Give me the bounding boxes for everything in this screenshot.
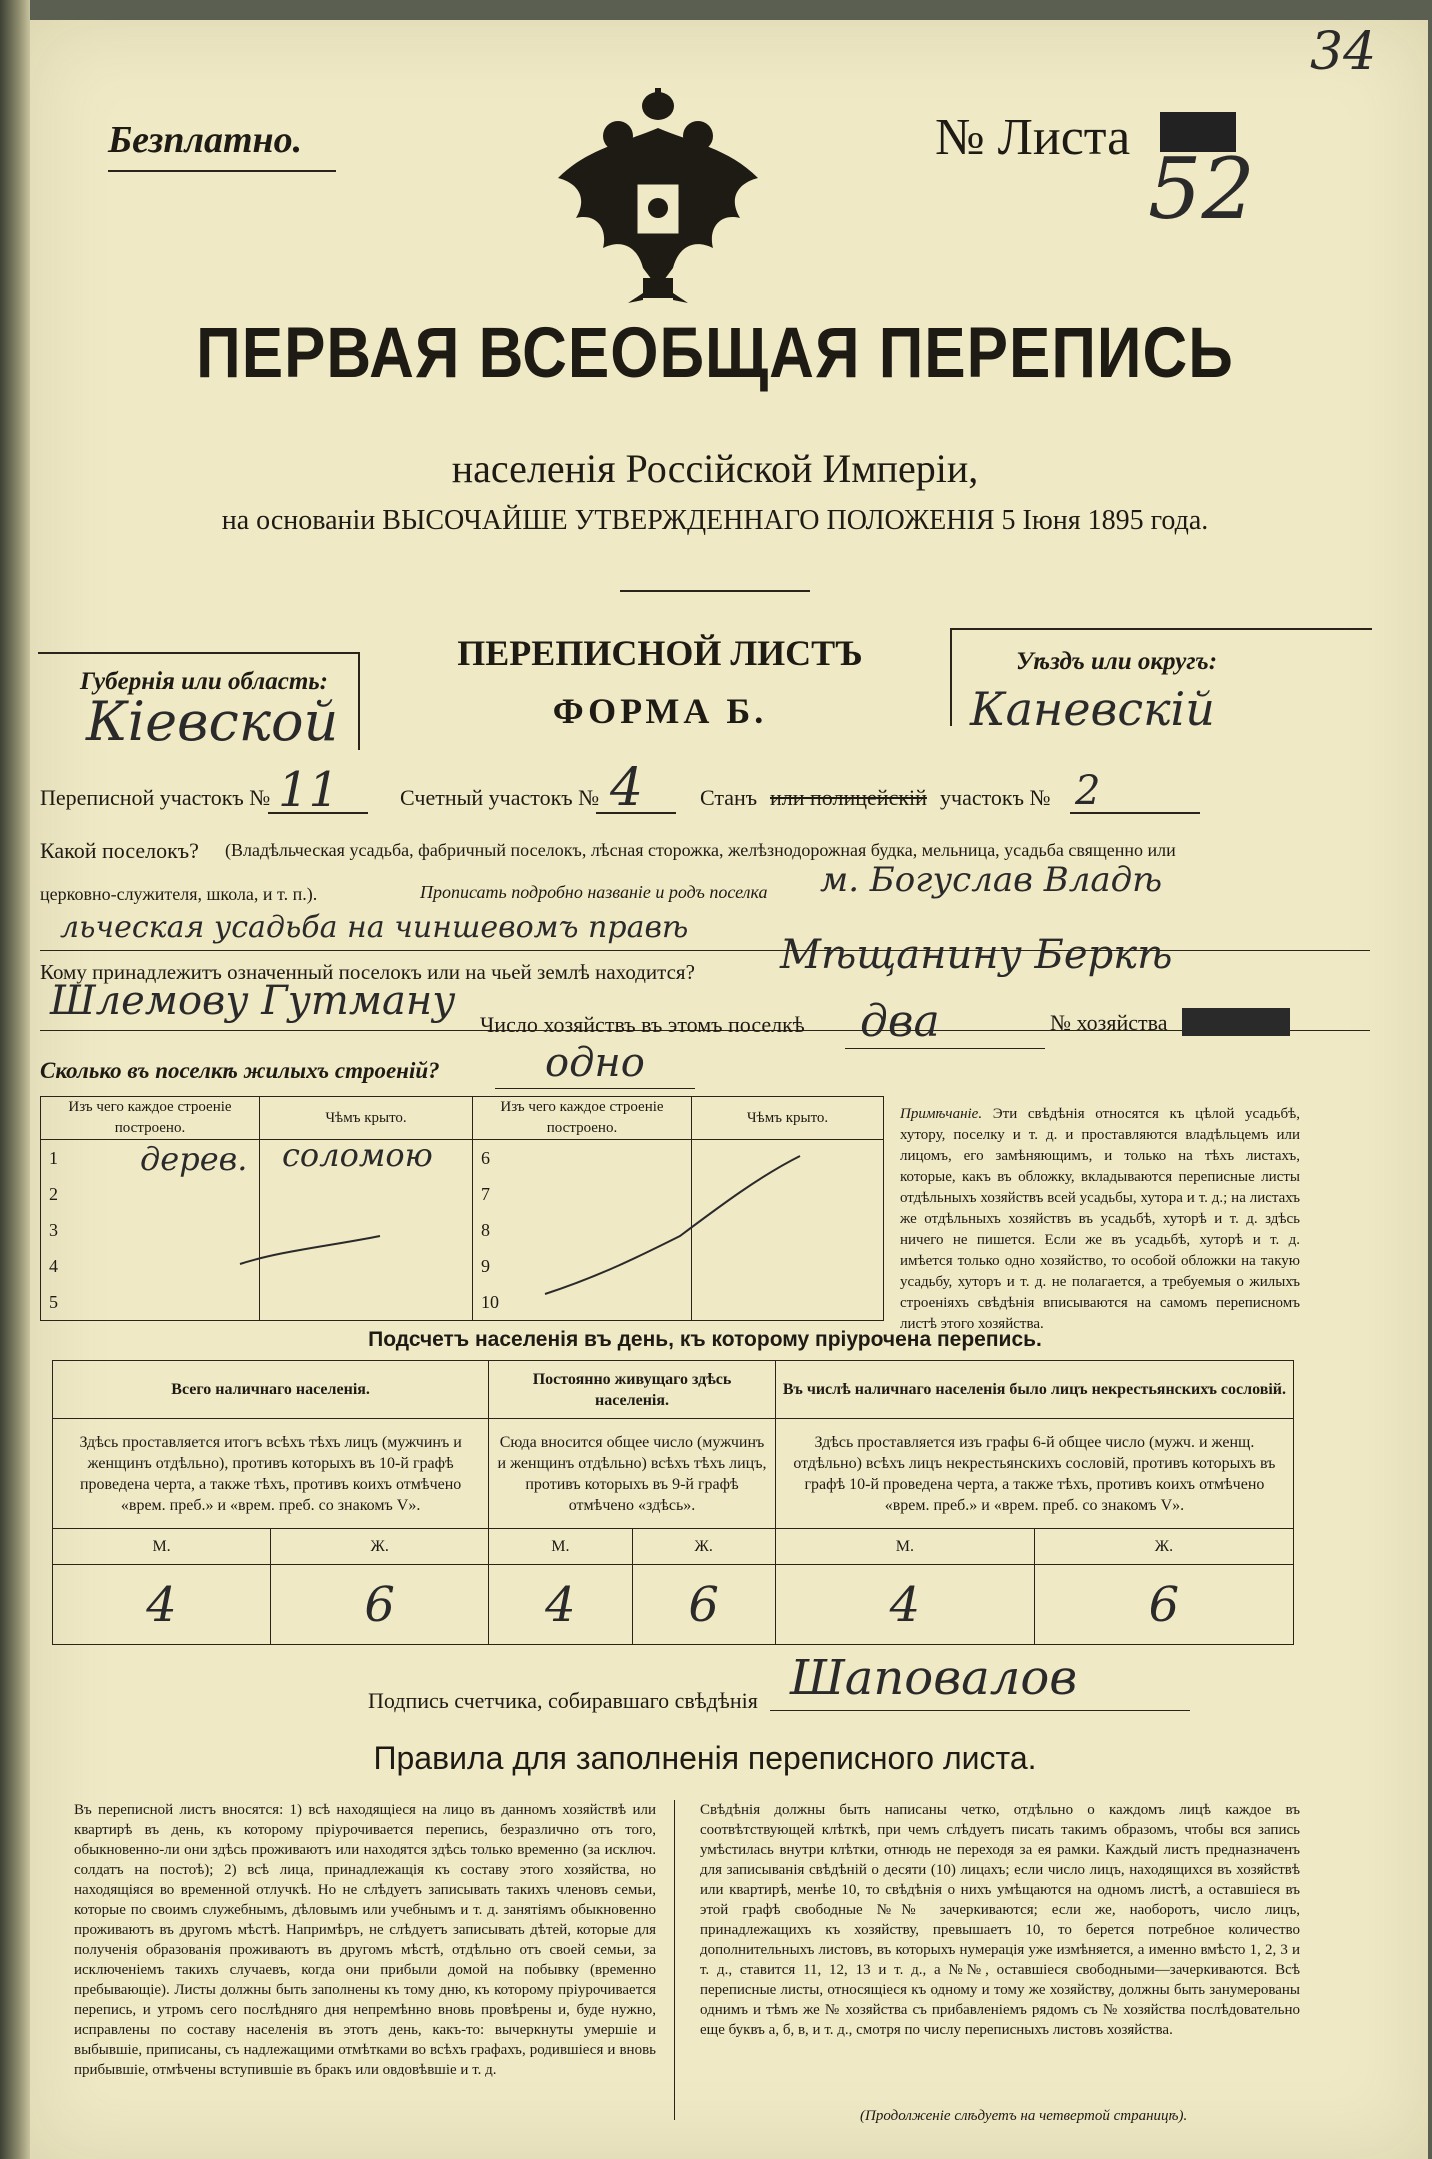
decree-line: на основаніи ВЫСОЧАЙШЕ УТВЕРЖДЕННАГО ПОЛОЖЕНІЯ 5 Іюня 1895 года.	[221, 505, 1209, 536]
binding-edge	[0, 0, 30, 2159]
census-district-label: Переписной участокъ №	[40, 785, 271, 810]
building-1-roof: соломою	[282, 1136, 433, 1174]
building-row-num: 1	[49, 1148, 58, 1168]
settlement-answer-2: льческая усадьба на чиншевомъ правѣ	[60, 910, 689, 945]
buildings-header-roof-2: Чѣмъ крыто.	[692, 1097, 884, 1140]
population-col3-text: Здѣсь проставляется изъ графы 6-й общее число (мужч. и женщ. отдѣльно) всѣхъ лицъ некрестьянскихъ сословій, противъ которыхъ въ графѣ 10-й проведена черта, а также тѣхъ, противъ коихъ отмѣчено «врем. преб.» и «врем. преб. со знакомъ V».	[775, 1419, 1293, 1529]
female-label: Ж.	[632, 1529, 775, 1565]
settlement-answer-1: м. Богуслав Владѣ	[820, 860, 1163, 900]
buildings-header-material: Изъ чего каждое строеніе построено.	[41, 1097, 260, 1140]
household-number-label: № хозяйства	[1050, 1010, 1168, 1035]
building-row-num: 2	[49, 1184, 58, 1204]
present-female-value: 6	[271, 1565, 489, 1645]
note-label: Примѣчаніе.	[900, 1106, 983, 1122]
count-district-label: Счетный участокъ №	[400, 785, 600, 810]
page-number: 34	[1310, 22, 1377, 82]
male-label: М.	[775, 1529, 1034, 1565]
stan-district-label: участокъ №	[940, 785, 1051, 810]
nonpeasant-male-value: 4	[775, 1565, 1034, 1645]
rules-right: Свѣдѣнія должны быть написаны четко, отдѣльно о каждомъ лицѣ каждое въ соотвѣтствующей клѣткѣ, при чемъ слѣдуетъ писать такимъ образомъ, чтобы вся запись умѣстилась внутри клѣтки, отнюдь не переходя за ея рамки. Каждый листъ предназначенъ для записыванія свѣдѣній о десяти (10) лицахъ; если число лицъ, находящихся въ хозяйствѣ или квартирѣ, менѣе 10, то свѣдѣнія о нихъ умѣщаются на одномъ листѣ, а оставшіеся въ этой графѣ свободные №№ зачеркиваются; если же, наоборотъ, число лицъ, принадлежащихъ къ хозяйству, превышаетъ 10, то берется потребное количество дополнительныхъ листовъ, въ которыхъ нумерація уже измѣняется, а именно вмѣсто 1, 2, 3 и т. д., ставится 11, 12, 13 и т. д., а №№, оставшіеся свободными—зачеркиваются. Всѣ переписные листы, относящіеся къ одному и тому же хозяйству, должны быть занумерованы однимъ и тѣмъ же № хозяйства съ прибавленіемъ рядомъ съ № хозяйства послѣдовательно еще буквъ а, б, в, и т. д., смотря по числу переписныхъ листовъ хозяйства.	[700, 1802, 1300, 2038]
population-heading: Подсчетъ населенія въ день, къ которому пріурочена перепись.	[368, 1328, 1042, 1351]
redacted-household-number	[1182, 1008, 1290, 1036]
households-line	[845, 1048, 1045, 1049]
signature-value: Шаповалов	[790, 1650, 1078, 1706]
rules-heading: Правила для заполненія переписного листа.	[373, 1740, 1037, 1776]
population-table	[52, 1360, 1294, 1645]
population-col2-title: Постоянно живущаго здѣсь населенія.	[489, 1361, 776, 1419]
signature-label: Подпись счетчика, собиравшаго свѣдѣнія	[368, 1688, 758, 1713]
district-label: Уѣздъ или округъ:	[1016, 648, 1218, 675]
settlement-question: Какой поселокъ?	[40, 838, 199, 863]
sheet-number-label: № Листа	[935, 109, 1131, 166]
stan-district-value: 2	[1075, 768, 1101, 814]
population-col1-text: Здѣсь проставляется итогъ всѣхъ тѣхъ лицъ (мужчинъ и женщинъ отдѣльно), противъ которыхъ въ 10-й графѣ проведена черта, а также тѣхъ, противъ коихъ отмѣчено «врем. преб.» и «врем. преб. со знакомъ V».	[53, 1419, 489, 1529]
note	[900, 1104, 1300, 1335]
free-label: Безплатно.	[108, 119, 303, 161]
form-title: ПЕРЕПИСНОЙ ЛИСТЪ	[457, 633, 863, 673]
census-district-value: 11	[278, 762, 340, 818]
building-row-num: 6	[481, 1148, 490, 1168]
buildings-header-roof: Чѣмъ крыто.	[260, 1097, 473, 1140]
male-label: М.	[53, 1529, 271, 1565]
population-col1-title: Всего наличнаго населенія.	[53, 1361, 489, 1419]
double-headed-eagle-icon	[548, 88, 768, 303]
building-row-num: 5	[49, 1292, 58, 1312]
title-divider	[620, 590, 810, 592]
owner-answer-1: Мѣщанину Беркѣ	[780, 932, 1173, 978]
population-col2-text: Сюда вносится общее число (мужчинъ и женщинъ отдѣльно) всѣхъ тѣхъ лицъ, противъ которыхъ въ 9-й графѣ отмѣчено «здѣсь».	[489, 1419, 776, 1529]
building-1-material: дерев.	[140, 1140, 248, 1178]
resident-male-value: 4	[489, 1565, 632, 1645]
province-value: Кіевской	[86, 690, 339, 753]
buildings-value: одно	[545, 1040, 645, 1086]
settlement-instruction: Прописать подробно названіе и родъ поселка	[420, 882, 768, 902]
signature-line	[770, 1710, 1190, 1711]
rules-divider	[674, 1800, 675, 2120]
note-text: Эти свѣдѣнія относятся къ цѣлой усадьбѣ, хутору, поселку и т. д. и проставляются владѣльцемъ или лицомъ, его замѣняющимъ, и только на тѣхъ листахъ, которые, какъ въ обложку, вкладываются переписные листы отдѣльныхъ хозяйствъ всей усадьбы, хутора и т. д.; на листахъ же отдѣльныхъ хозяйствъ въ усадьбѣ, хуторѣ и т. д. здѣсь ничего не пишется. Если же въ усадьбѣ, хуторѣ и т. д. имѣется только одно хозяйство, то особой обложки на такую усадьбу, хуторъ и т. д. не полагается, а требуемыя о жилыхъ строеніяхъ свѣдѣнія вписываются на самомъ переписномъ листѣ этого хозяйства.	[900, 1106, 1301, 1332]
building-row-num: 7	[481, 1184, 490, 1204]
main-title: ПЕРВАЯ ВСЕОБЩАЯ ПЕРЕПИСЬ	[196, 313, 1234, 394]
owner-answer-2: Шлемову Гутману	[50, 978, 456, 1024]
form-type: ФОРМА Б.	[552, 691, 768, 731]
nonpeasant-female-value: 6	[1034, 1565, 1293, 1645]
households-value: два	[860, 996, 940, 1047]
building-row-num: 4	[49, 1256, 58, 1276]
households-label: Число хозяйствъ въ этомъ поселкѣ	[480, 1012, 805, 1037]
province-label: Губернія или область:	[80, 668, 329, 695]
settlement-hint-2: церковно-служителя, школа, и т. п.).	[40, 884, 318, 904]
sheet-number-value: 52	[1148, 140, 1255, 238]
female-label: Ж.	[271, 1529, 489, 1565]
subtitle: населенія Россійской Имперіи,	[451, 446, 979, 491]
building-row-num: 3	[49, 1220, 58, 1240]
building-row-num: 10	[481, 1292, 499, 1312]
building-row-num: 9	[481, 1256, 490, 1276]
population-col3-title: Въ числѣ наличнаго населенія было лицъ некрестьянскихъ сословій.	[775, 1361, 1293, 1419]
present-male-value: 4	[53, 1565, 271, 1645]
buildings-line	[495, 1088, 695, 1089]
free-underline	[108, 170, 336, 172]
district-value: Каневскій	[970, 682, 1215, 736]
owner-label: Кому принадлежитъ означенный поселокъ или на чьей землѣ находится?	[40, 960, 695, 984]
female-label: Ж.	[1034, 1529, 1293, 1565]
buildings-header-material-2: Изъ чего каждое строеніе построено.	[473, 1097, 692, 1140]
male-label: М.	[489, 1529, 632, 1565]
buildings-label: Сколько въ поселкѣ жилыхъ строеній?	[40, 1058, 440, 1083]
police-district-label: или полицейскій	[770, 785, 927, 810]
count-district-value: 4	[610, 758, 644, 818]
resident-female-value: 6	[632, 1565, 775, 1645]
settlement-hint: (Владѣльческая усадьба, фабричный поселокъ, лѣсная сторожка, желѣзнодорожная будка, мельница, усадьба священно или	[225, 840, 1176, 860]
stan-label: Станъ	[700, 785, 758, 810]
rules-continued: (Продолженіе слѣдуетъ на четвертой страницѣ).	[860, 2108, 1188, 2124]
rules-left: Въ переписной листъ вносятся: 1) всѣ находящіеся на лицо въ данномъ хозяйствѣ или квартирѣ въ день, къ которому пріурочивается перепись, безразлично отъ того, обыкновенно-ли они здѣсь проживаютъ или находятся здѣсь только временно (за исключ. солдатъ на постоѣ); 2) всѣ лица, принадлежащія къ составу этого хозяйства, но находящіяся во временной отлучкѣ. Но не слѣдуетъ записывать такихъ членовъ семьи, которые по своимъ служебнымъ, дѣловымъ или учебнымъ и т. д. занятіямъ обыкновенно проживаютъ въ другомъ мѣстѣ. Напримѣръ, не слѣдуетъ записывать дѣтей, которые для полученія образованія проживаютъ въ другомъ мѣстѣ, отдѣльно отъ своей семьи, за исключеніемъ такихъ случаевъ, когда они прибыли домой на побывку (временно пребывающіе). Листы должны быть заполнены къ тому дню, къ которому пріурочивается перепись, и утромъ сего послѣдняго дня непремѣнно вновь провѣрены и, буде нужно, исправлены по составу населенія въ этотъ день, какъ-то: вычеркнуты умершіе и выбывшіе, приписаны, съ надлежащими отмѣтками во всѣхъ графахъ, родившіеся и вновь прибывшіе, отмѣчены вступившіе въ бракъ или овдовѣвшіе и т. д.	[74, 1802, 656, 2078]
building-row-num: 8	[481, 1220, 490, 1240]
dash-strikes	[40, 1096, 884, 1318]
